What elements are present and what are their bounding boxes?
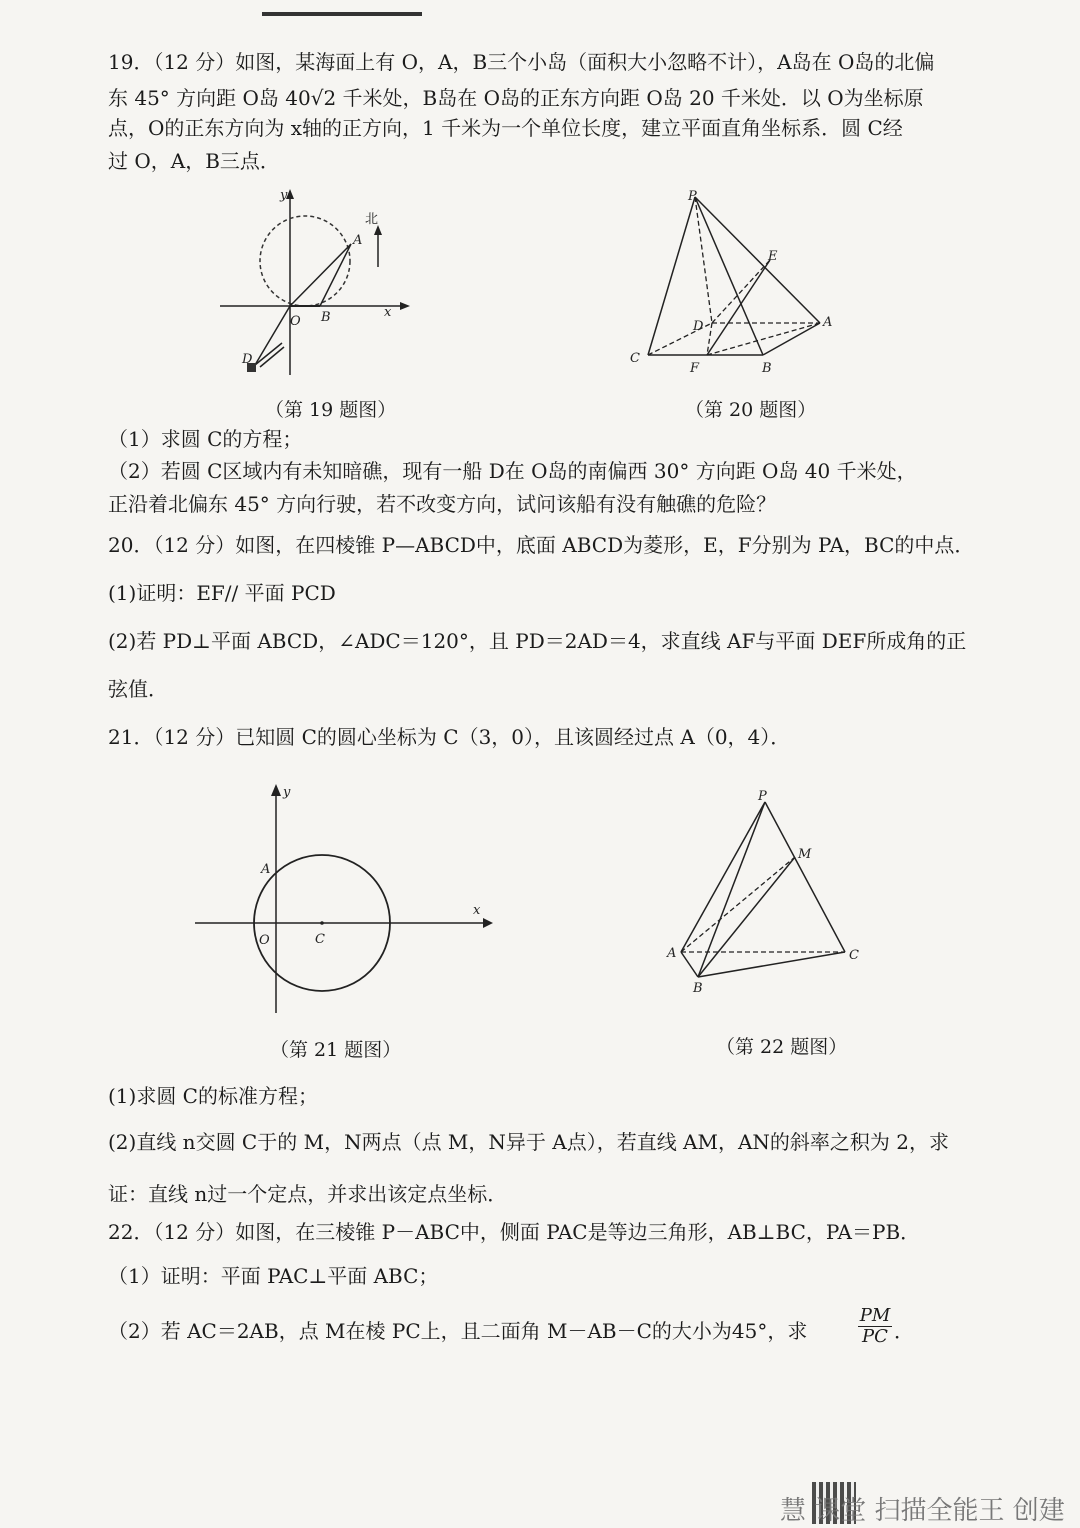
q21-part-2b: 证：直线 n过一个定点，并求出该定点坐标． — [108, 1182, 508, 1206]
q20-part-1: (1)证明：EF// 平面 PCD — [108, 581, 336, 605]
q21-line-1: 21．（12 分）已知圆 C的圆心坐标为 C（3，0），且该圆经过点 A（0，4）． — [108, 725, 791, 749]
q22-fraction-numerator: PM — [859, 1305, 891, 1326]
q22-end-mark: ． — [894, 1319, 914, 1343]
q22-part-1: （1）证明：平面 PAC⊥平面 ABC； — [108, 1264, 439, 1288]
q21-part-2a: (2)直线 n交圆 C于的 M，N两点（点 M，N异于 A点），若直线 AM，AN的斜率之积为 2，求 — [108, 1130, 950, 1154]
fig21-label-a: A — [261, 862, 271, 877]
q19-line-2: 东 45° 方向距 O岛 40√2 千米处，B岛在 O岛的正东方向距 O岛 20 千米处．以 O为坐标原 — [108, 86, 924, 110]
fig20-label-d: D — [693, 319, 704, 334]
q22-part-2: （2）若 AC＝2AB，点 M在棱 PC上，且二面角 M－AB－C的大小为45°，求 — [108, 1319, 808, 1343]
caption-fig19: （第 19 题图） — [265, 399, 397, 421]
figure-21 — [195, 778, 495, 1018]
q19-line-4: 过 O，A，B三点． — [108, 149, 280, 173]
fig19-label-d: D — [242, 352, 253, 367]
fig22-label-m: M — [798, 847, 812, 862]
q20-part-2b: 弦值． — [108, 677, 168, 701]
q21-part-1: (1)求圆 C的标准方程； — [108, 1084, 318, 1108]
fig22-label-c: C — [849, 948, 859, 963]
q19-part-2b: 正沿着北偏东 45° 方向行驶，若不改变方向，试问该船有没有触礁的危险？ — [108, 492, 777, 516]
q22-line-1: 22．（12 分）如图，在三棱锥 P－ABC中，侧面 PAC是等边三角形，AB⊥BC，PA＝PB． — [108, 1220, 921, 1244]
figure-19 — [220, 185, 420, 380]
figure-22 — [665, 782, 865, 996]
fig19-label-y: y — [280, 188, 288, 203]
fig20-label-b: B — [762, 361, 772, 376]
fig19-label-x: x — [384, 305, 392, 320]
top-margin-line — [262, 12, 422, 16]
fig19-label-o: O — [290, 314, 301, 329]
q22-fraction — [858, 1306, 892, 1347]
fig19-circle-c — [260, 216, 350, 306]
fig20-label-e: E — [768, 249, 778, 264]
caption-fig22: （第 22 题图） — [716, 1036, 848, 1058]
fig20-label-p: P — [688, 189, 697, 204]
q22-fraction-denominator: PC — [862, 1326, 888, 1347]
fig20-label-f: F — [690, 361, 700, 376]
q19-part-2a: （2）若圆 C区域内有未知暗礁，现有一船 D在 O岛的南偏西 30° 方向距 O岛 40 千米处， — [108, 459, 917, 483]
fig19-label-a: A — [353, 233, 363, 248]
q20-line-1: 20．（12 分）如图，在四棱锥 P—ABCD中，底面 ABCD为菱形，E，F分别为 PA，BC的中点． — [108, 533, 975, 557]
scanner-watermark: 慧 课堂 扫描全能王 创建 — [780, 1496, 1065, 1526]
fig20-label-c: C — [630, 351, 640, 366]
fig19-label-b: B — [321, 310, 331, 325]
fig21-label-c: C — [315, 932, 325, 947]
fig21-label-x: x — [473, 903, 481, 918]
fig22-label-a: A — [667, 946, 677, 961]
fig19-label-north: 北 — [365, 212, 379, 227]
caption-fig21: （第 21 题图） — [270, 1039, 402, 1061]
fig21-label-o: O — [259, 933, 270, 948]
fig21-label-y: y — [283, 785, 291, 800]
q20-part-2a: (2)若 PD⊥平面 ABCD，∠ADC＝120°，且 PD＝2AD＝4，求直线 AF与平面 DEF所成角的正 — [108, 629, 967, 653]
q19-part-1: （1）求圆 C的方程； — [108, 427, 303, 451]
fig22-label-p: P — [758, 789, 767, 804]
fig20-label-a: A — [823, 315, 833, 330]
caption-fig20: （第 20 题图） — [685, 399, 817, 421]
fig22-label-b: B — [693, 981, 703, 996]
figure-20 — [630, 189, 833, 376]
q19-line-3: 点，O的正东方向为 x轴的正方向，1 千米为一个单位长度，建立平面直角坐标系．圆 C经 — [108, 116, 903, 140]
q19-line-1: 19．（12 分）如图，某海面上有 O，A，B三个小岛（面积大小忽略不计），A岛在 O岛的北偏 — [108, 50, 935, 74]
